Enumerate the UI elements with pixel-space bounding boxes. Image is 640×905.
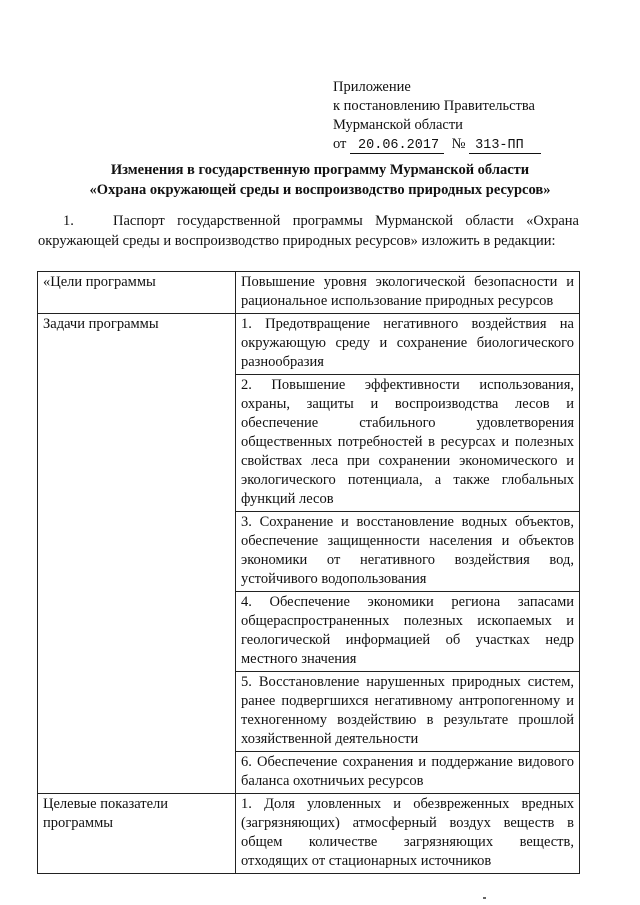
- title-line-1: Изменения в государственную программу Мурманской области: [110, 162, 530, 178]
- table-row: [38, 272, 580, 314]
- indicators-text: 1. Доля уловленных и обезвреженных вредных (загрязняющих) атмосферный воздух веществ в общем количестве загрязняющих веществ, отходящих от стационарных источников: [236, 794, 580, 874]
- intro-number: 1.: [63, 213, 74, 229]
- goals-text: Повышение уровня экологической безопасности и рациональное использование природных ресурсов: [236, 272, 580, 314]
- decree-number: 313-ПП: [469, 138, 541, 154]
- scan-speck: [483, 897, 486, 899]
- goals-label: «Цели программы: [38, 272, 236, 314]
- task-item-2: 2. Повышение эффективности использования, охраны, защиты и воспроизводства лесов и обеспечение стабильного удовлетворения общественных потребностей в ресурсах и полезных свойствах леса при сохранении экономического и экологического потенциала, а также глобальных функций лесов: [236, 375, 580, 512]
- decree-date: 20.06.2017: [350, 138, 444, 154]
- intro-text: Паспорт государственной программы Мурманской области «Охрана окружающей среды и воспроизводство природных ресурсов» изложить в редакции:: [38, 213, 579, 249]
- date-prefix: от: [333, 136, 347, 152]
- intro-paragraph: [38, 211, 579, 251]
- task-item-3: 3. Сохранение и восстановление водных объектов, обеспечение защищенности населения и объектов экономики от негативного воздействия вод, устойчивого водопользования: [236, 512, 580, 592]
- appendix-ref: к постановлению Правительства: [333, 98, 535, 114]
- task-item-4: 4. Обеспечение экономики региона запасами общераспространенных полезных ископаемых и геологической информацией об участках недр местного значения: [236, 592, 580, 672]
- task-item-5: 5. Восстановление нарушенных природных систем, ранее подвергшихся негативному антропогенному и техногенному воздействию в результате прошлой хозяйственной деятельности: [236, 672, 580, 752]
- title-line-2: «Охрана окружающей среды и воспроизводство природных ресурсов»: [89, 182, 551, 198]
- appendix-region: Мурманской области: [333, 117, 463, 133]
- table-row: [38, 794, 580, 874]
- appendix-title: Приложение: [333, 79, 411, 95]
- table-row: [38, 314, 580, 375]
- indicators-label: Целевые показатели программы: [38, 794, 236, 874]
- tasks-label: Задачи программы: [38, 314, 236, 794]
- number-prefix: №: [451, 136, 466, 152]
- document-title: [0, 160, 640, 200]
- task-item-6: 6. Обеспечение сохранения и поддержание видового баланса охотничьих ресурсов: [236, 752, 580, 794]
- appendix-date-line: [333, 135, 541, 154]
- task-item-1: 1. Предотвращение негативного воздействия на окружающую среду и сохранение биологического разнообразия: [236, 314, 580, 375]
- appendix-block: [333, 78, 541, 154]
- passport-table: [37, 271, 580, 874]
